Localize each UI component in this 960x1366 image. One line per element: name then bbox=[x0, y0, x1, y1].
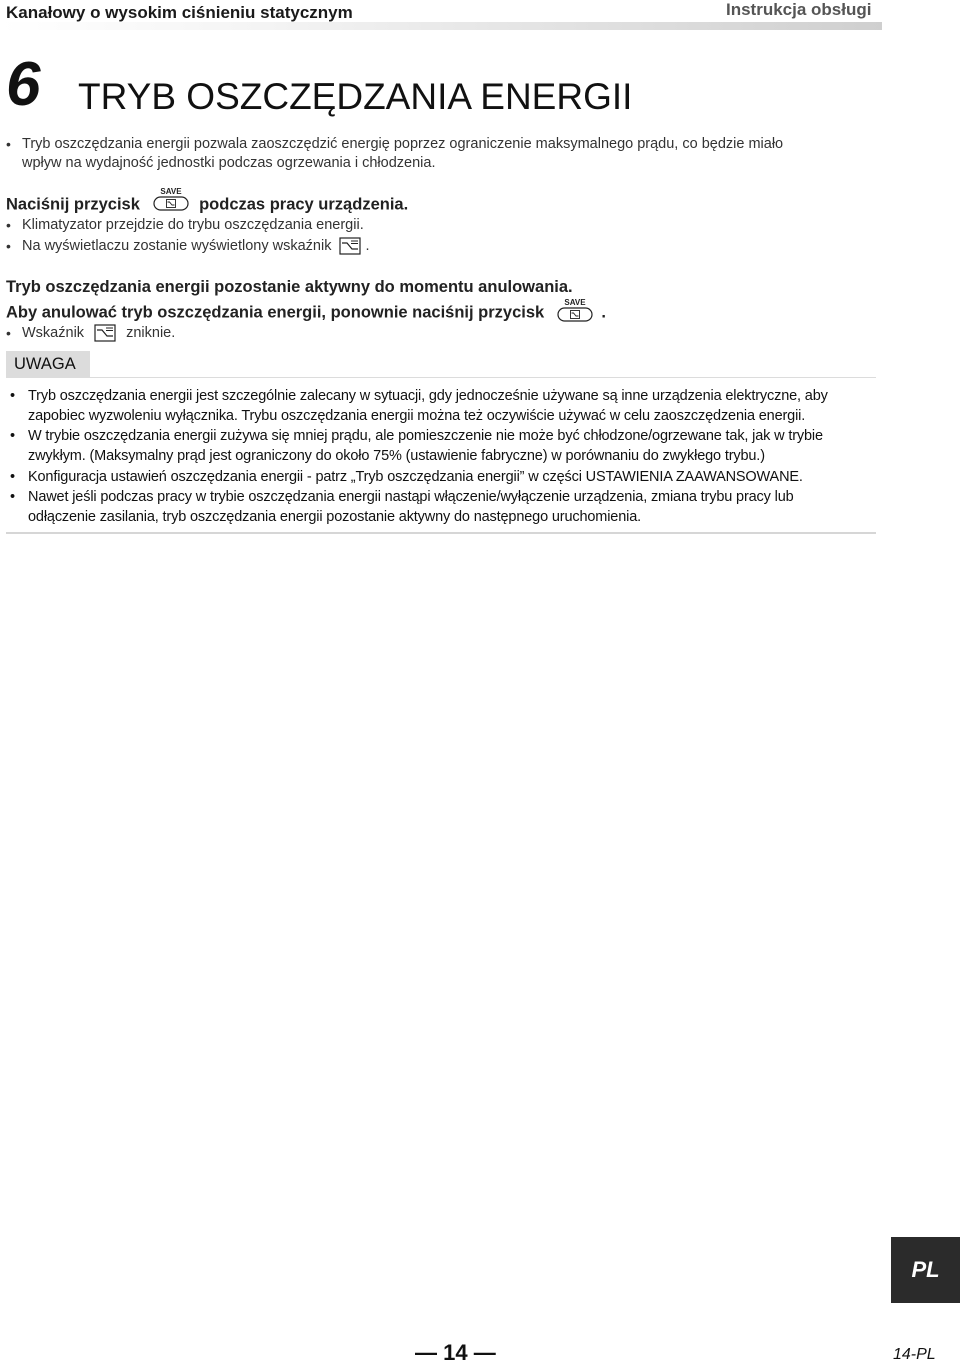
step2-line-2-suffix: . bbox=[601, 303, 607, 322]
step2-bullet-after: zniknie. bbox=[126, 325, 176, 341]
note-item-2-line-2: zwykłym. (Maksymalny prąd jest ograniczony do około 75% (ustawienie fabryczne) w porównaniu do zwykłego trybu.) bbox=[28, 448, 765, 464]
note-item-4-line-2: odłączenie zasilania, tryb oszczędzania energii pozostanie aktywny do następnego uruchomienia. bbox=[28, 509, 642, 525]
step1-bullet-1 bbox=[6, 215, 11, 236]
save-button-icon bbox=[555, 297, 595, 323]
save-button-icon bbox=[151, 186, 191, 212]
page-code: 14-PL bbox=[893, 1346, 936, 1363]
step2-bullet bbox=[6, 323, 11, 344]
energy-save-indicator-icon bbox=[94, 324, 116, 342]
intro-line-1: Tryb oszczędzania energii pozwala zaoszczędzić energię poprzez ograniczenie maksymalnego prądu, co będzie miało bbox=[22, 136, 784, 152]
step1-after-text: podczas pracy urządzenia. bbox=[199, 195, 409, 214]
note-item-1-line-2: zapobiec wyzwoleniu wyłącznika. Trybu oszczędzania energii można też oczywiście używać w celu zaoszczędzenia energii. bbox=[28, 408, 806, 424]
intro-line-2: wpływ na wydajność jednostki podczas ogrzewania i chłodzenia. bbox=[22, 155, 436, 171]
chapter-number: 6 bbox=[6, 50, 41, 119]
step1-bullet-2-line bbox=[22, 236, 370, 256]
note-bottom-divider bbox=[6, 532, 876, 534]
language-tab: PL bbox=[891, 1237, 960, 1303]
header-divider bbox=[0, 22, 882, 30]
bullet-dot: • bbox=[6, 136, 11, 152]
page-number bbox=[415, 1340, 496, 1366]
intro-bullet bbox=[6, 134, 11, 155]
note-bullet-dot: • bbox=[10, 428, 15, 444]
note-bullet-dot: • bbox=[10, 469, 15, 485]
step1-bullet-2 bbox=[6, 236, 11, 257]
note-item-4-line-1: Nawet jeśli podczas pracy w trybie oszczędzania energii nastąpi włączenie/wyłączenie urządzenia, zmiana trybu pracy lub bbox=[28, 489, 794, 505]
step2-bullet-line bbox=[22, 323, 175, 343]
bullet-dot: • bbox=[6, 217, 11, 233]
note-heading: UWAGA bbox=[6, 351, 90, 378]
step1-bullet-2-text: Na wyświetlaczu zostanie wyświetlony wskaźnik bbox=[22, 238, 332, 254]
energy-save-indicator-icon bbox=[339, 237, 361, 255]
step1-bullet-2-suffix: . bbox=[365, 238, 370, 254]
chapter-title: TRYB OSZCZĘDZANIA ENERGII bbox=[78, 76, 633, 117]
note-item-1-line-1: Tryb oszczędzania energii jest szczególnie zalecany w sytuacji, gdy jednocześnie używane są inne urządzenia elektryczne, aby bbox=[28, 388, 828, 404]
step1-before-text: Naciśnij przycisk bbox=[6, 195, 140, 214]
save-button-label: SAVE bbox=[159, 187, 182, 196]
bullet-dot: • bbox=[6, 325, 11, 341]
step2-bullet-before: Wskaźnik bbox=[22, 325, 85, 341]
step2-line-2-text: Aby anulować tryb oszczędzania energii, ponownie naciśnij przycisk bbox=[6, 303, 545, 322]
step1-bullet-1-text: Klimatyzator przejdzie do trybu oszczędzania energii. bbox=[22, 217, 364, 233]
step2-line-1: Tryb oszczędzania energii pozostanie aktywny do momentu anulowania. bbox=[6, 278, 573, 296]
header-right-title: Instrukcja obsługi bbox=[726, 0, 872, 19]
note-bullet-dot: • bbox=[10, 489, 15, 505]
bullet-dot: • bbox=[6, 238, 11, 254]
page-number-value: 14 bbox=[443, 1340, 468, 1365]
note-bullet-dot: • bbox=[10, 388, 15, 404]
page-number-dash-right: — bbox=[473, 1340, 496, 1365]
note-item-3-line-1: Konfiguracja ustawień oszczędzania energii - patrz „Tryb oszczędzania energii” w części USTAWIENIA ZAAWANSOWANE. bbox=[28, 469, 803, 485]
header-left-title: Kanałowy o wysokim ciśnieniu statycznym bbox=[6, 3, 353, 22]
note-item-2-line-1: W trybie oszczędzania energii zużywa się mniej prądu, ale pomieszczenie nie może być chłodzone/ogrzewane tak, jak w trybie bbox=[28, 428, 823, 444]
page-number-dash-left: — bbox=[415, 1340, 437, 1365]
note-divider bbox=[6, 377, 876, 378]
save-button-label: SAVE bbox=[564, 298, 586, 307]
